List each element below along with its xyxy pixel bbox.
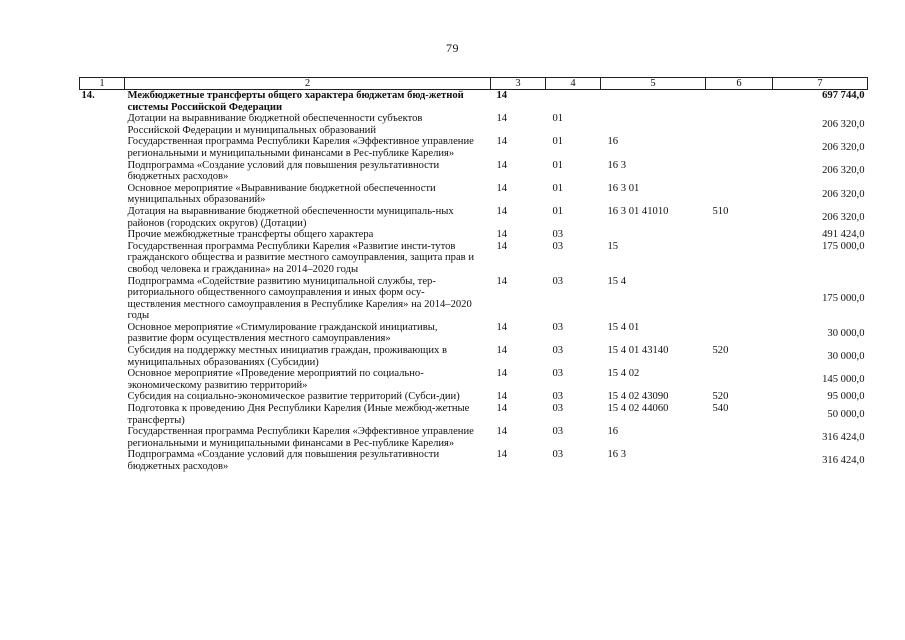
table-row	[80, 113, 868, 136]
expense-type-code	[706, 136, 773, 159]
amount: 206 320,0	[822, 142, 865, 154]
amount: 206 320,0	[822, 165, 865, 177]
table-row	[80, 136, 868, 159]
expense-type-code: 510	[712, 205, 729, 217]
section-code: 14	[496, 182, 508, 194]
subsection-code: 01	[552, 182, 564, 194]
target-article-code	[601, 90, 706, 114]
section-code: 14	[496, 403, 508, 415]
target-article-code: 16 3	[607, 159, 627, 171]
item-name: Подпрограмма «Содействие развитию муниципальной службы, тер-риториального общественного самоуправления и иных форм осу-ществления местного самоуправления в Республике Карелия» на 2014–2020 годы	[127, 275, 472, 322]
subsection-code: 01	[552, 159, 564, 171]
amount: 316 424,0	[822, 455, 865, 467]
item-name: Дотация на выравнивание бюджетной обеспеченности муниципаль-ных районов (городских округов) (Дотации)	[127, 205, 454, 229]
row-number	[80, 368, 125, 391]
amount: 175 000,0	[822, 292, 865, 304]
subsection-code: 03	[552, 345, 564, 357]
table-row	[80, 403, 868, 426]
row-number	[80, 403, 125, 426]
expense-type-code	[706, 160, 773, 183]
expense-type-code	[706, 449, 773, 472]
target-article-code	[601, 229, 706, 241]
expense-type-code	[706, 241, 773, 276]
expense-type-code	[706, 229, 773, 241]
item-name: Субсидия на социально-экономическое развитие территорий (Субси-дии)	[127, 391, 460, 403]
target-article-code: 15 4 02 44060	[607, 403, 669, 415]
item-name: Подпрограмма «Создание условий для повышения результативности бюджетных расходов»	[127, 159, 440, 183]
target-article-code: 15 4 02 43090	[607, 391, 669, 403]
subsection-code: 03	[552, 240, 564, 252]
table-row	[80, 160, 868, 183]
target-article-code: 15 4 01 43140	[607, 345, 669, 357]
amount: 491 424,0	[822, 229, 865, 241]
expense-type-code: 520	[712, 345, 729, 357]
col-header-2: 2	[125, 78, 491, 90]
target-article-code	[601, 113, 706, 136]
subsection-code: 03	[552, 275, 564, 287]
expense-type-code	[706, 113, 773, 136]
table-row	[80, 322, 868, 345]
subsection-code: 03	[552, 321, 564, 333]
col-header-7: 7	[773, 78, 868, 90]
table-row	[80, 183, 868, 206]
section-code: 14	[496, 229, 508, 241]
row-number	[80, 241, 125, 276]
row-number	[80, 345, 125, 368]
col-header-1: 1	[80, 78, 125, 90]
section-code: 14	[496, 136, 508, 148]
amount: 316 424,0	[822, 432, 865, 444]
table-row	[80, 229, 868, 241]
subsection-code: 03	[552, 403, 564, 415]
target-article-code: 16 3 01 41010	[607, 205, 669, 217]
section-code: 14	[496, 391, 508, 403]
section-code: 14	[496, 426, 508, 438]
table-row	[80, 345, 868, 368]
section-code: 14	[496, 368, 508, 380]
item-name: Субсидия на поддержку местных инициатив граждан, проживающих в муниципальных образованиях (Субсидии)	[127, 345, 447, 368]
subsection-code: 01	[552, 113, 564, 125]
row-number	[80, 391, 125, 403]
page-number: 79	[446, 41, 459, 55]
expense-type-code	[706, 368, 773, 391]
amount: 175 000,0	[822, 240, 865, 252]
subsection-code	[546, 90, 601, 114]
subsection-code: 03	[552, 426, 564, 438]
expense-type-code	[706, 183, 773, 206]
table-row	[80, 449, 868, 472]
item-name: Дотации на выравнивание бюджетной обеспеченности субъектов Российской Федерации и муниципальных образований	[127, 113, 423, 136]
row-number: 14.	[81, 90, 95, 101]
col-header-5: 5	[601, 78, 706, 90]
item-name: Подготовка к проведению Дня Республики Карелия (Иные межбюд-жетные трансферты)	[127, 403, 470, 426]
section-code: 14	[496, 240, 508, 252]
amount: 145 000,0	[822, 374, 865, 386]
table-row	[80, 241, 868, 276]
row-number	[80, 183, 125, 206]
table-row	[80, 206, 868, 229]
row-number	[80, 160, 125, 183]
row-number	[80, 229, 125, 241]
item-name: Прочие межбюджетные трансферты общего характера	[127, 229, 374, 241]
row-number	[80, 136, 125, 159]
row-number	[80, 426, 125, 449]
item-name: Межбюджетные трансферты общего характера бюджетам бюд-жетной системы Российской Федерации	[127, 90, 464, 113]
section-code: 14	[496, 113, 508, 125]
item-name: Основное мероприятие «Выравнивание бюджетной обеспеченности муниципальных образований»	[127, 182, 436, 206]
subsection-code: 03	[552, 391, 564, 403]
section-code: 14	[496, 275, 508, 287]
col-header-3: 3	[491, 78, 546, 90]
target-article-code: 16 3 01	[607, 182, 640, 194]
target-article-code: 16	[607, 426, 619, 438]
amount: 30 000,0	[827, 350, 865, 362]
table-row	[80, 368, 868, 391]
table-row	[80, 426, 868, 449]
subsection-code: 03	[552, 368, 564, 380]
section-code: 14	[496, 345, 508, 357]
target-article-code: 15 4	[607, 275, 627, 287]
budget-table	[79, 77, 868, 473]
expense-type-code	[706, 276, 773, 322]
subsection-code: 01	[552, 205, 564, 217]
item-name: Основное мероприятие «Стимулирование гражданской инициативы, развитие форм осуществления местного самоуправления»	[127, 321, 438, 345]
expense-type-code: 540	[712, 403, 729, 415]
row-number	[80, 113, 125, 136]
target-article-code: 15	[607, 240, 619, 252]
amount: 206 320,0	[822, 211, 865, 223]
row-number	[80, 276, 125, 322]
amount: 697 744,0	[822, 90, 865, 101]
section-code: 14	[496, 449, 508, 461]
row-number	[80, 449, 125, 472]
item-name: Государственная программа Республики Карелия «Эффективное управление региональными и муниципальными финансами в Рес-публике Карелия»	[127, 426, 474, 449]
amount: 95 000,0	[827, 391, 865, 403]
amount: 206 320,0	[822, 118, 865, 130]
section-code: 14	[496, 321, 508, 333]
item-name: Подпрограмма «Создание условий для повышения результативности бюджетных расходов»	[127, 449, 440, 472]
expense-type-code: 520	[712, 391, 729, 403]
subsection-code: 03	[552, 229, 564, 241]
row-number	[80, 206, 125, 229]
item-name: Основное мероприятие «Проведение мероприятий по социально-экономическому развитию территорий»	[127, 368, 424, 391]
table-row	[80, 276, 868, 322]
target-article-code: 16 3	[607, 449, 627, 461]
subsection-code: 01	[552, 136, 564, 148]
subsection-code: 03	[552, 449, 564, 461]
section-code: 14	[496, 205, 508, 217]
table-body	[80, 90, 868, 473]
table-row	[80, 90, 868, 114]
expense-type-code	[706, 426, 773, 449]
amount: 206 320,0	[822, 188, 865, 200]
col-header-4: 4	[546, 78, 601, 90]
amount: 50 000,0	[827, 408, 865, 420]
target-article-code: 15 4 02	[607, 368, 640, 380]
target-article-code: 16	[607, 136, 619, 148]
amount: 30 000,0	[827, 327, 865, 339]
item-name: Государственная программа Республики Карелия «Эффективное управление региональными и муниципальными финансами в Рес-публике Карелия»	[127, 136, 474, 159]
section-code: 14	[496, 159, 508, 171]
column-number-row	[80, 78, 868, 90]
expense-type-code	[706, 90, 773, 114]
section-code: 14	[496, 90, 508, 101]
item-name: Государственная программа Республики Карелия «Развитие инсти-тутов гражданского общества и развитие местного самоуправления, защита прав и свобод человека и гражданина» на 2014–2020 годы	[127, 240, 474, 275]
target-article-code: 15 4 01	[607, 321, 640, 333]
table-row	[80, 391, 868, 403]
col-header-6: 6	[706, 78, 773, 90]
expense-type-code	[706, 322, 773, 345]
row-number	[80, 322, 125, 345]
